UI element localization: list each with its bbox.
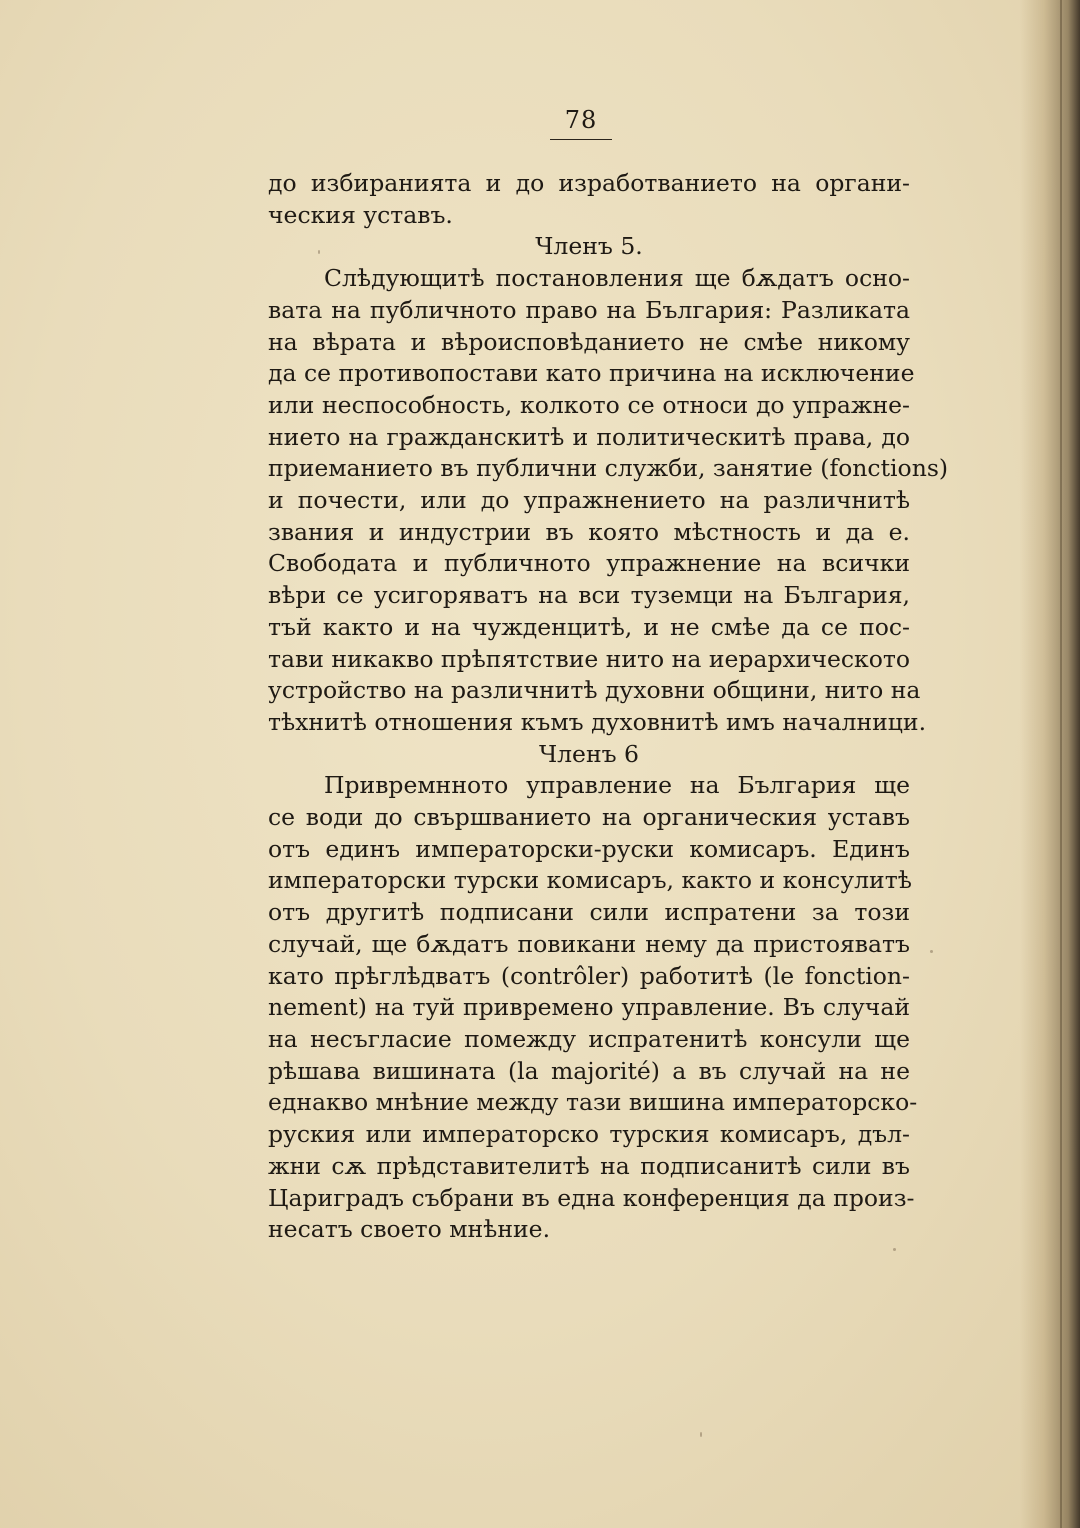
text-line: отъ другитѣ подписани сили испратени за този [268, 898, 910, 927]
text-line: се води до свършванието на органическия уставъ [268, 803, 910, 832]
article-heading: Членъ 6 [538, 739, 640, 768]
text-line: Слѣдующитѣ постановления ще бѫдатъ осно- [324, 264, 910, 293]
paper-speck [930, 950, 933, 953]
text-line: отъ единъ императорски-руски комисаръ. Единъ [268, 834, 910, 863]
page-number-underline [550, 139, 612, 140]
text-line: нието на гражданскитѣ и политическитѣ права, до [268, 422, 910, 451]
text-line: и почести, или до упражнението на различнитѣ [268, 486, 910, 515]
text-line: вѣри се усигоряватъ на вси туземци на България, [268, 581, 910, 610]
paper-speck [700, 1432, 702, 1437]
text-line: до избиранията и до изработванието на органи- [268, 169, 910, 197]
text-line: nement) на туй привремено управление. Въ случай [268, 993, 910, 1022]
text-line: рѣшава вишината (la majorité) а въ случай на не [268, 1056, 910, 1085]
text-line: еднакво мнѣние между тази вишина императорско- [268, 1088, 918, 1117]
body-text [268, 168, 949, 1246]
text-line: случай, ще бѫдатъ повикани нему да пристояватъ [268, 929, 910, 958]
text-line: ческия уставъ. [268, 200, 453, 229]
text-line: Привремнното управление на България ще [324, 771, 910, 800]
text-line: устройство на различнитѣ духовни общини, нито на [268, 676, 921, 705]
text-line: Свободата и публичното упражнение на всички [268, 549, 910, 578]
text-line: вата на публичното право на България: Разликата [268, 295, 910, 324]
text-line: императорски турски комисаръ, както и консулитѣ [268, 866, 912, 895]
article-heading: Членъ 5. [535, 232, 643, 261]
page-spine-shadow [1020, 0, 1080, 1528]
text-line: на вѣрата и вѣроисповѣданието не смѣе никому [268, 327, 910, 356]
paper-speck [893, 1248, 896, 1251]
page-number: 78 [564, 106, 598, 134]
text-line: или неспособность, колкото се относи до упражне- [268, 390, 910, 419]
text-line: приеманието въ публични служби, занятие (fonctions) [268, 454, 949, 483]
text-line: тави никакво прѣпятствие нито на иерархическото [268, 644, 910, 673]
text-line: звания и индустрии въ която мѣстность и да е. [268, 517, 910, 546]
text-line: руския или императорско турския комисаръ, дъл- [268, 1120, 910, 1149]
text-line: да се противопостави като причина на исключение [268, 359, 915, 388]
text-line: тъй както и на чужденцитѣ, и не смѣе да се пос- [268, 612, 910, 641]
text-line: тѣхнитѣ отношения къмъ духовнитѣ имъ началници. [268, 707, 927, 736]
text-line: несатъ своето мнѣние. [268, 1215, 551, 1244]
text-line: на несъгласие помежду испратенитѣ консули ще [268, 1024, 910, 1053]
text-line: Цариградъ събрани въ една конференция да произ- [268, 1183, 915, 1212]
text-line: като прѣглѣдватъ (contrôler) работитѣ (le fonction- [268, 961, 910, 990]
text-line: жни сѫ прѣдставителитѣ на подписанитѣ сили въ [268, 1151, 910, 1180]
page-edge [1060, 0, 1062, 1528]
